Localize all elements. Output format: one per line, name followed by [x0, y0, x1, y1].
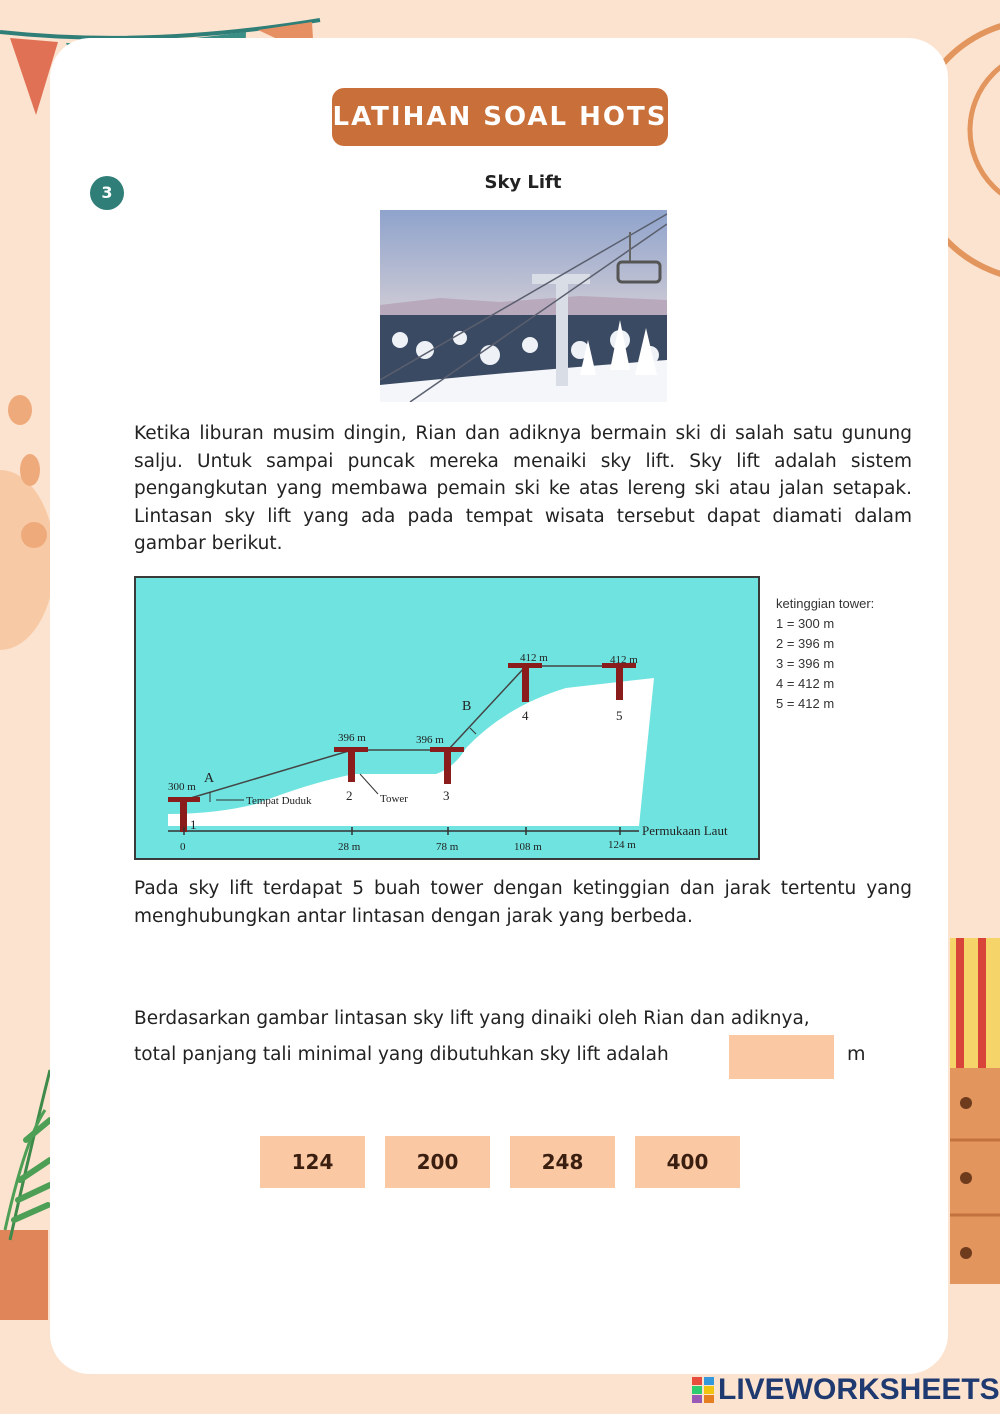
sky-lift-diagram-svg — [136, 578, 758, 858]
tower-4-height-label: 412 m — [520, 652, 548, 664]
question-paragraph-3: Berdasarkan gambar lintasan sky lift yang dinaiki oleh Rian dan adiknya, — [134, 1008, 810, 1029]
question-subtitle: Sky Lift — [484, 172, 562, 193]
choice-200[interactable]: 200 — [385, 1136, 490, 1188]
point-a-label: A — [204, 771, 215, 786]
tower-3-height-label: 396 m — [416, 734, 444, 746]
brand-name: LIVEWORKSHEETS — [718, 1373, 1000, 1406]
legend-title: ketinggian tower: — [776, 596, 875, 611]
tower-5-number: 5 — [616, 708, 623, 723]
choice-248[interactable]: 248 — [510, 1136, 615, 1188]
legend-item: 5 = 412 m — [776, 696, 835, 711]
ski-lift-photo — [380, 210, 667, 402]
page-title: LATIHAN SOAL HOTS — [332, 88, 668, 146]
question-paragraph-3-line2: total panjang tali minimal yang dibutuhkan sky lift adalah — [134, 1044, 669, 1065]
question-paragraph-1: Ketika liburan musim dingin, Rian dan adiknya bermain ski di salah satu gunung salju. Untuk sampai puncak mereka menaiki sky lift. Sky lift adalah sistem pengangkutan yang membawa pemain ski ke atas lereng ski atau jalan setapak. Lintasan sky lift yang ada pada tempat wisata tersebut dapat diamati dalam gambar berikut. — [134, 423, 912, 554]
legend-item: 4 = 412 m — [776, 676, 835, 691]
distance-label-78: 78 m — [436, 841, 459, 853]
tower-height-legend — [776, 594, 874, 714]
choice-400[interactable]: 400 — [635, 1136, 740, 1188]
legend-item: 2 = 396 m — [776, 636, 835, 651]
seat-label: Tempat Duduk — [246, 795, 312, 807]
answer-drop-box[interactable] — [729, 1035, 834, 1079]
distance-label-124: 124 m — [608, 839, 636, 851]
tower-2-height-label: 396 m — [338, 732, 366, 744]
answer-unit: m — [847, 1043, 866, 1065]
liveworksheets-logo-icon — [692, 1377, 714, 1403]
distance-label-108: 108 m — [514, 841, 542, 853]
question-number-badge: 3 — [90, 176, 124, 210]
choice-124[interactable]: 124 — [260, 1136, 365, 1188]
legend-item: 1 = 300 m — [776, 616, 835, 631]
distance-label-0: 0 — [180, 841, 186, 853]
legend-item: 3 = 396 m — [776, 656, 835, 671]
tower-4-number: 4 — [522, 708, 529, 723]
tower-1-number: 1 — [190, 817, 197, 832]
tower-1-height-label: 300 m — [168, 781, 196, 793]
distance-label-28: 28 m — [338, 841, 361, 853]
question-paragraph-2: Pada sky lift terdapat 5 buah tower dengan ketinggian dan jarak tertentu yang menghubungkan antar lintasan dengan jarak yang berbeda. — [134, 878, 912, 927]
point-b-label: B — [462, 699, 472, 714]
tower-label: Tower — [380, 793, 408, 805]
tower-3-number: 3 — [443, 788, 450, 803]
tower-2-number: 2 — [346, 788, 353, 803]
sky-lift-diagram — [134, 576, 760, 860]
sea-level-label: Permukaan Laut — [642, 823, 728, 838]
tower-5-height-label: 412 m — [610, 654, 638, 666]
liveworksheets-logo — [692, 1372, 1000, 1408]
